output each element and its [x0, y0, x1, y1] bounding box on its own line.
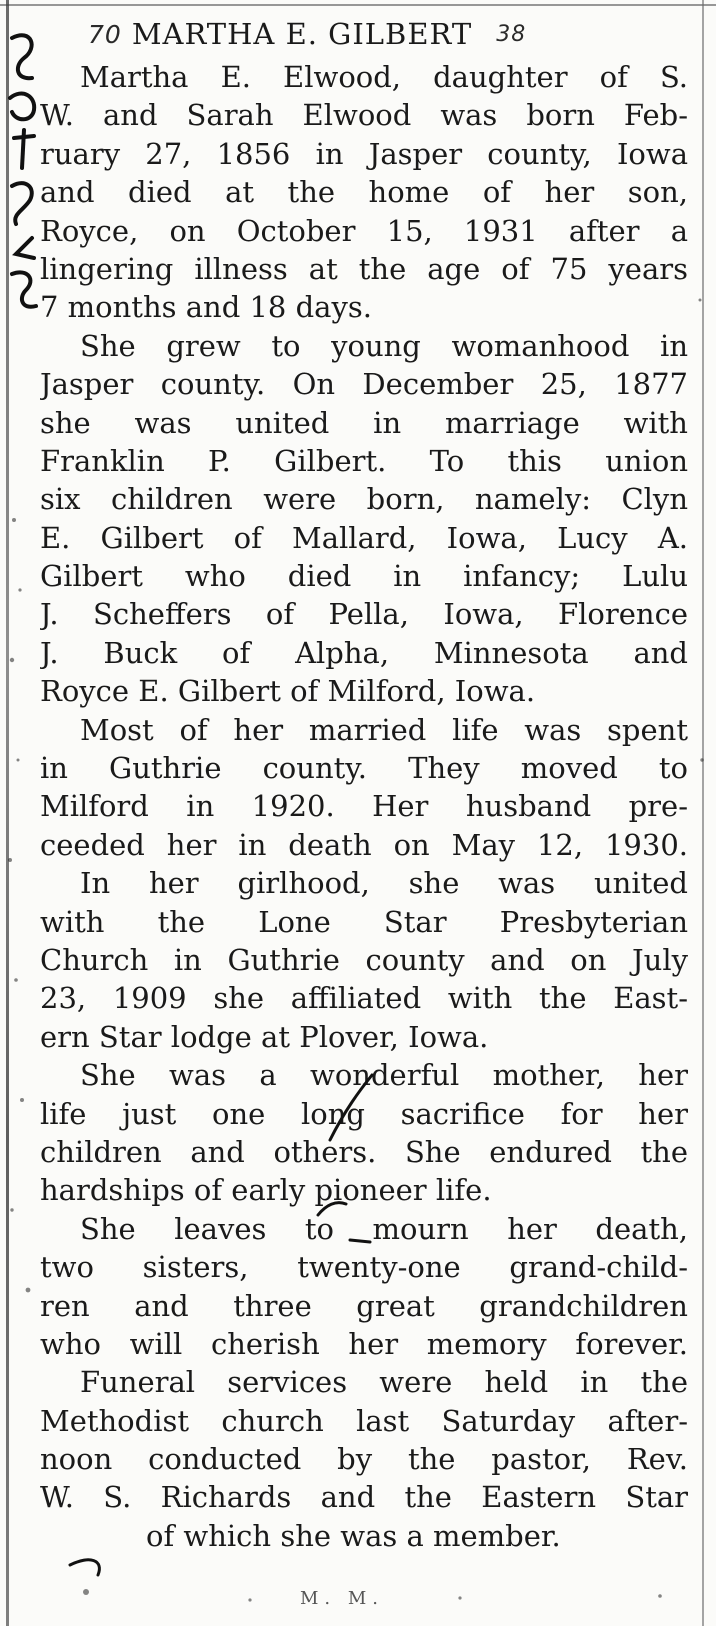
text-line: J. Scheffers of Pella, Iowa, Florence [40, 597, 688, 632]
text-line: lingering illness at the age of 75 years [40, 251, 688, 286]
clipping-right-edge [702, 0, 704, 1626]
text-line: J. Buck of Alpha, Minnesota and [40, 635, 688, 670]
headline [88, 14, 668, 54]
text-line: Methodist church last Saturday after- [40, 1403, 688, 1438]
paragraph-mother [40, 1056, 688, 1210]
text-line: she was united in marriage with [40, 405, 688, 440]
obituary-body [40, 58, 688, 1555]
paragraph-survivors [40, 1210, 688, 1364]
text-line: W. S. Richards and the Eastern Star [40, 1480, 688, 1515]
text-line: In her girlhood, she was united [80, 866, 688, 901]
text-line: and died at the home of her son, [40, 175, 688, 210]
text-line: Milford in 1920. Her husband pre- [40, 789, 688, 824]
text-line: Gilbert who died in infancy; Lulu [40, 559, 688, 594]
paragraph-marriage [40, 327, 688, 711]
text-line: 7 months and 18 days. [40, 290, 372, 325]
text-line: Franklin P. Gilbert. To this union [40, 443, 688, 478]
text-line: Royce E. Gilbert of Milford, Iowa. [40, 674, 536, 709]
headline-number: 70 [88, 19, 122, 49]
text-line: life just one long sacrifice for her [40, 1096, 688, 1131]
text-line: with the Lone Star Presbyterian [40, 904, 688, 939]
text-line: She leaves to mourn her death, [80, 1211, 688, 1246]
text-line: 23, 1909 she affiliated with the East- [40, 981, 688, 1016]
text-line: Martha E. Elwood, daughter of S. [80, 60, 688, 94]
text-line: in Guthrie county. They moved to [40, 751, 688, 786]
text-line: hardships of early pioneer life. [40, 1173, 492, 1208]
text-line: two sisters, twenty-one grand-child- [40, 1250, 688, 1285]
paragraph-birth [40, 58, 688, 327]
text-line: ceeded her in death on May 12, 1930. [40, 827, 688, 862]
text-line: Most of her married life was spent [80, 712, 688, 747]
handwritten-date-stamp [2, 18, 42, 318]
text-line: children and others. She endured the [40, 1134, 688, 1169]
text-line: of which she was a member. [146, 1518, 561, 1553]
text-line: noon conducted by the pastor, Rev. [40, 1442, 688, 1477]
paragraph-married-life [40, 711, 688, 865]
headline-mark: 38 [496, 21, 527, 47]
text-line: She was a wonderful mother, her [80, 1058, 688, 1093]
text-line: Funeral services were held in the [80, 1365, 688, 1400]
text-line: who will cherish her memory forever. [40, 1326, 688, 1361]
text-line: Church in Guthrie county and on July [40, 942, 688, 977]
text-line: She grew to young womanhood in [80, 328, 688, 363]
text-line: E. Gilbert of Mallard, Iowa, Lucy A. [40, 520, 688, 555]
headline-title: MARTHA E. GILBERT [131, 17, 473, 51]
text-line: ruary 27, 1856 in Jasper county, Iowa [40, 136, 688, 171]
paragraph-funeral [40, 1363, 688, 1555]
paragraph-church [40, 864, 688, 1056]
text-line: six children were born, namely: Clyn [40, 482, 688, 517]
text-line: Jasper county. On December 25, 1877 [40, 367, 688, 402]
text-line: W. and Sarah Elwood was born Feb- [40, 98, 688, 133]
footer-initials: M. M. [300, 1588, 385, 1609]
text-line: Royce, on October 15, 1931 after a [40, 213, 688, 248]
text-line: ren and three great grandchildren [40, 1288, 688, 1323]
clipping-top-edge [0, 4, 716, 6]
text-line: ern Star lodge at Plover, Iowa. [40, 1019, 489, 1054]
